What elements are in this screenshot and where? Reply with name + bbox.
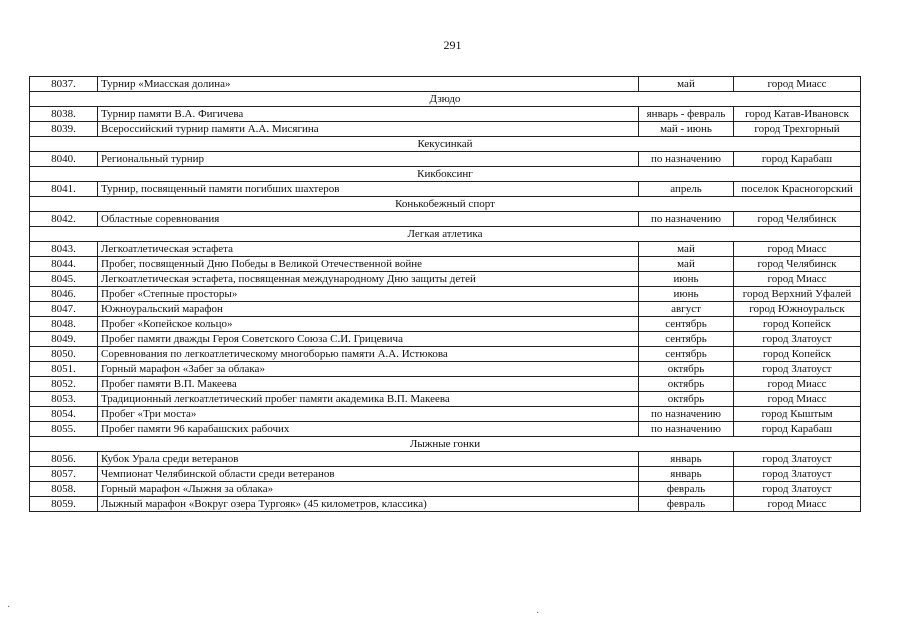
event-place: город Катав-Ивановск: [734, 107, 861, 122]
table-row: [30, 107, 861, 122]
event-place: город Златоуст: [734, 467, 861, 482]
event-term: октябрь: [639, 362, 734, 377]
event-name: Пробег, посвященный Дню Победы в Великой Отечественной войне: [98, 257, 639, 272]
table-row: [30, 347, 861, 362]
event-term: сентябрь: [639, 332, 734, 347]
event-name: Пробег памяти дважды Героя Советского Союза С.И. Грицевича: [98, 332, 639, 347]
events-table: [29, 76, 861, 512]
table-row: [30, 422, 861, 437]
event-name: Пробег «Копейское кольцо»: [98, 317, 639, 332]
event-term: июнь: [639, 272, 734, 287]
event-place: город Миасс: [734, 77, 861, 92]
event-place: город Карабаш: [734, 422, 861, 437]
event-name: Региональный турнир: [98, 152, 639, 167]
event-place: город Златоуст: [734, 452, 861, 467]
event-name: Чемпионат Челябинской области среди ветеранов: [98, 467, 639, 482]
event-term: май - июнь: [639, 122, 734, 137]
row-number: 8039.: [30, 122, 98, 137]
row-number: 8038.: [30, 107, 98, 122]
row-number: 8059.: [30, 497, 98, 512]
section-title: Кикбоксинг: [30, 167, 861, 182]
event-name: Областные соревнования: [98, 212, 639, 227]
event-term: май: [639, 242, 734, 257]
event-name: Кубок Урала среди ветеранов: [98, 452, 639, 467]
row-number: 8049.: [30, 332, 98, 347]
row-number: 8043.: [30, 242, 98, 257]
row-number: 8041.: [30, 182, 98, 197]
event-name: Легкоатлетическая эстафета, посвященная международному Дню защиты детей: [98, 272, 639, 287]
event-name: Турнир памяти В.А. Фигичева: [98, 107, 639, 122]
event-name: Лыжный марафон «Вокруг озера Тургояк» (45 километров, классика): [98, 497, 639, 512]
row-number: 8037.: [30, 77, 98, 92]
event-place: город Челябинск: [734, 257, 861, 272]
event-place: город Миасс: [734, 242, 861, 257]
row-number: 8042.: [30, 212, 98, 227]
table-row: [30, 317, 861, 332]
scan-speck: ·: [536, 608, 540, 619]
section-title: Конькобежный спорт: [30, 197, 861, 212]
event-term: октябрь: [639, 377, 734, 392]
event-place: город Златоуст: [734, 362, 861, 377]
section-header-row: [30, 137, 861, 152]
scan-speck: ·: [7, 602, 11, 613]
section-header-row: [30, 437, 861, 452]
event-term: по назначению: [639, 422, 734, 437]
event-place: город Миасс: [734, 272, 861, 287]
row-number: 8056.: [30, 452, 98, 467]
event-name: Пробег памяти В.П. Макеева: [98, 377, 639, 392]
section-header-row: [30, 92, 861, 107]
event-name: Южноуральский марафон: [98, 302, 639, 317]
table-row: [30, 242, 861, 257]
event-name: Всероссийский турнир памяти А.А. Мисягина: [98, 122, 639, 137]
table-row: [30, 182, 861, 197]
event-place: город Карабаш: [734, 152, 861, 167]
event-name: Горный марафон «Забег за облака»: [98, 362, 639, 377]
event-name: Традиционный легкоатлетический пробег памяти академика В.П. Макеева: [98, 392, 639, 407]
table-row: [30, 407, 861, 422]
event-name: Пробег памяти 96 карабашских рабочих: [98, 422, 639, 437]
event-name: Горный марафон «Лыжня за облака»: [98, 482, 639, 497]
table-row: [30, 302, 861, 317]
section-title: Легкая атлетика: [30, 227, 861, 242]
event-term: сентябрь: [639, 347, 734, 362]
event-place: город Копейск: [734, 317, 861, 332]
row-number: 8045.: [30, 272, 98, 287]
event-term: по назначению: [639, 212, 734, 227]
event-term: октябрь: [639, 392, 734, 407]
event-place: поселок Красногорский: [734, 182, 861, 197]
row-number: 8058.: [30, 482, 98, 497]
event-term: по назначению: [639, 152, 734, 167]
section-header-row: [30, 197, 861, 212]
table-row: [30, 392, 861, 407]
event-term: июнь: [639, 287, 734, 302]
event-term: февраль: [639, 497, 734, 512]
event-place: город Миасс: [734, 497, 861, 512]
table-row: [30, 377, 861, 392]
event-term: январь: [639, 452, 734, 467]
table-row: [30, 467, 861, 482]
table-row: [30, 452, 861, 467]
event-term: май: [639, 257, 734, 272]
event-name: Легкоатлетическая эстафета: [98, 242, 639, 257]
table-row: [30, 362, 861, 377]
section-header-row: [30, 227, 861, 242]
row-number: 8054.: [30, 407, 98, 422]
event-name: Пробег «Три моста»: [98, 407, 639, 422]
row-number: 8050.: [30, 347, 98, 362]
section-title: Дзюдо: [30, 92, 861, 107]
table-row: [30, 122, 861, 137]
table-row: [30, 77, 861, 92]
event-place: город Кыштым: [734, 407, 861, 422]
table-row: [30, 272, 861, 287]
row-number: 8057.: [30, 467, 98, 482]
event-place: город Миасс: [734, 377, 861, 392]
section-title: Кекусинкай: [30, 137, 861, 152]
row-number: 8046.: [30, 287, 98, 302]
row-number: 8052.: [30, 377, 98, 392]
page-number: 291: [443, 38, 462, 52]
event-place: город Челябинск: [734, 212, 861, 227]
event-term: январь: [639, 467, 734, 482]
event-term: январь - февраль: [639, 107, 734, 122]
event-name: Турнир «Миасская долина»: [98, 77, 639, 92]
row-number: 8047.: [30, 302, 98, 317]
event-term: февраль: [639, 482, 734, 497]
events-table-body: [30, 77, 861, 512]
row-number: 8051.: [30, 362, 98, 377]
table-row: [30, 257, 861, 272]
table-row: [30, 152, 861, 167]
table-row: [30, 497, 861, 512]
event-name: Турнир, посвященный памяти погибших шахтеров: [98, 182, 639, 197]
section-title: Лыжные гонки: [30, 437, 861, 452]
event-term: сентябрь: [639, 317, 734, 332]
event-term: по назначению: [639, 407, 734, 422]
event-place: город Копейск: [734, 347, 861, 362]
event-name: Пробег «Степные просторы»: [98, 287, 639, 302]
row-number: 8048.: [30, 317, 98, 332]
event-term: август: [639, 302, 734, 317]
table-row: [30, 332, 861, 347]
event-place: город Златоуст: [734, 482, 861, 497]
event-place: город Златоуст: [734, 332, 861, 347]
row-number: 8044.: [30, 257, 98, 272]
table-row: [30, 482, 861, 497]
section-header-row: [30, 167, 861, 182]
table-row: [30, 287, 861, 302]
event-place: город Верхний Уфалей: [734, 287, 861, 302]
table-row: [30, 212, 861, 227]
event-place: город Южноуральск: [734, 302, 861, 317]
row-number: 8055.: [30, 422, 98, 437]
row-number: 8053.: [30, 392, 98, 407]
event-place: город Миасс: [734, 392, 861, 407]
row-number: 8040.: [30, 152, 98, 167]
event-term: апрель: [639, 182, 734, 197]
event-name: Соревнования по легкоатлетическому многоборью памяти А.А. Истюкова: [98, 347, 639, 362]
event-term: май: [639, 77, 734, 92]
event-place: город Трехгорный: [734, 122, 861, 137]
